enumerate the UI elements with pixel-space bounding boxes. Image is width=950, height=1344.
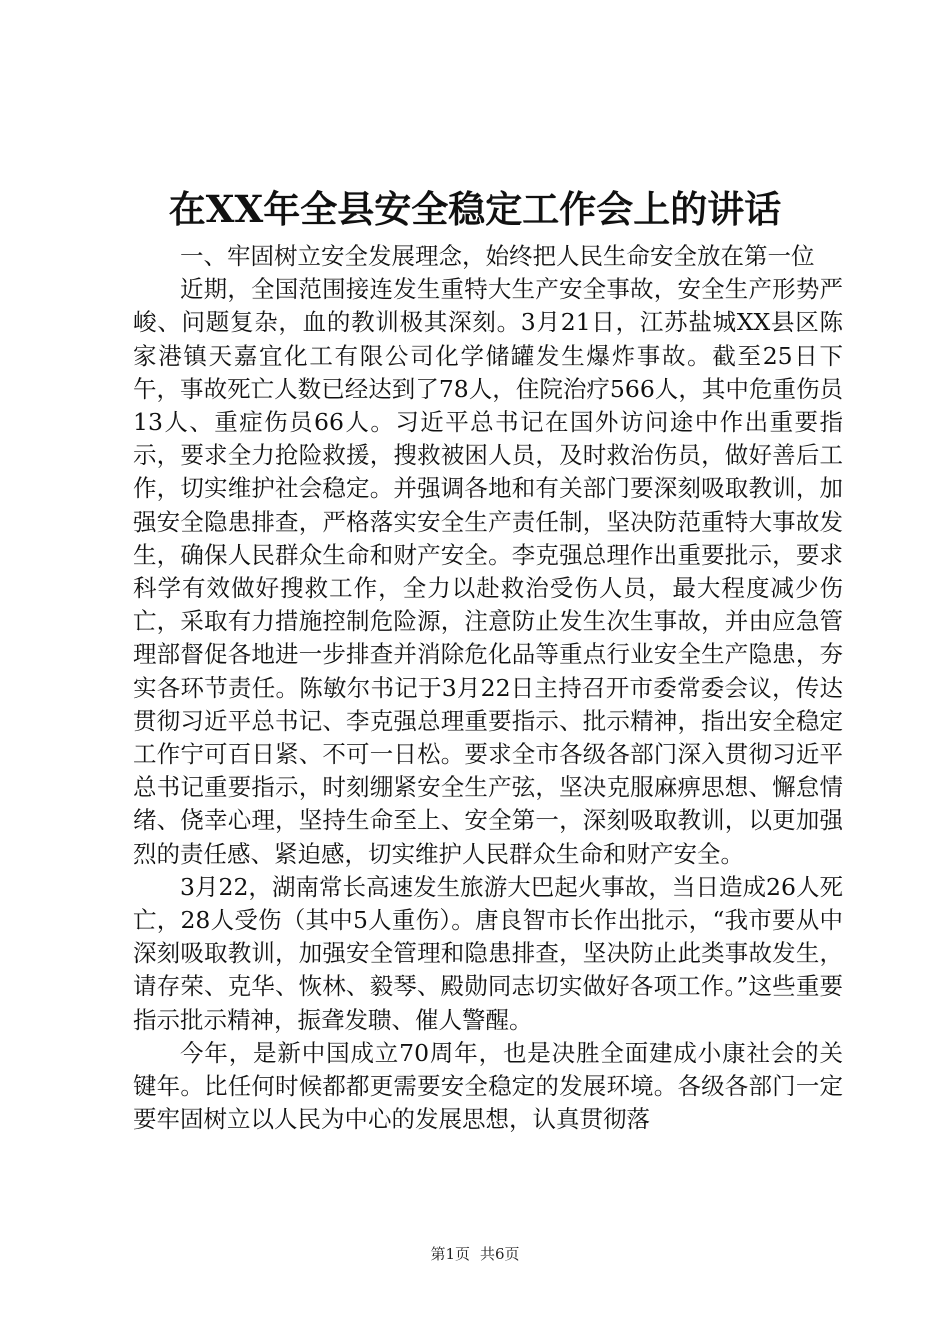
paragraph: 近期，全国范围接连发生重特大生产安全事故，安全生产形势严峻、问题复杂，血的教训极其深刻。3月21日，江苏盐城XX县区陈家港镇天嘉宜化工有限公司化学储罐发生爆炸事故。截至25日下午，事故死亡人数已经达到了78人，住院治疗566人，其中危重伤员13人、重症伤员66人。习近平总书记在国外访问途中作出重要指示，要求全力抢险救援，搜救被困人员，及时救治伤员，做好善后工作，切实维护社会稳定。并强调各地和有关部门要深刻吸取教训，加强安全隐患排查，严格落实安全生产责任制，坚决防范重特大事故发生，确保人民群众生命和财产安全。李克强总理作出重要批示，要求科学有效做好搜救工作，全力以赴救治受伤人员，最大程度减少伤亡，采取有力措施控制危险源，注意防止发生次生事故，并由应急管理部督促各地进一步排查并消除危化品等重点行业安全生产隐患，夯实各环节责任。陈敏尔书记于3月22日主持召开市委常委会议，传达贯彻习近平总书记、李克强总理重要指示、批示精神，指出安全稳定工作宁可百日紧、不可一日松。要求全市各级各部门深入贯彻习近平总书记重要指示，时刻绷紧安全生产弦，坚决克服麻痹思想、懈怠情绪、侥幸心理，坚持生命至上、安全第一，深刻吸取教训，以更加强烈的责任感、紧迫感，切实维护人民群众生命和财产安全。 bbox=[133, 275, 843, 868]
paragraph: 3月22，湖南常长高速发生旅游大巴起火事故，当日造成26人死亡，28人受伤（其中5人重伤）。唐良智市长作出批示，“我市要从中深刻吸取教训，加强安全管理和隐患排查，坚决防止此类事故发生，请存荣、克华、恢林、毅琴、殿勋同志切实做好各项工作。”这些重要指示批示精神，振聋发聩、催人警醒。 bbox=[133, 872, 843, 1034]
page-total: 共6页 bbox=[480, 1245, 520, 1263]
page-footer bbox=[0, 1244, 950, 1264]
document-body bbox=[133, 240, 843, 1136]
section-heading: 一、牢固树立安全发展理念，始终把人民生命安全放在第一位 bbox=[180, 242, 815, 270]
paragraph: 今年，是新中国成立70周年，也是决胜全面建成小康社会的关键年。比任何时候都都更需要安全稳定的发展环境。各级各部门一定要牢固树立以人民为中心的发展思想，认真贯彻落 bbox=[133, 1038, 843, 1134]
page-number: 第1页 bbox=[430, 1245, 470, 1263]
document-title: 在XX年全县安全稳定工作会上的讲话 bbox=[168, 187, 782, 231]
